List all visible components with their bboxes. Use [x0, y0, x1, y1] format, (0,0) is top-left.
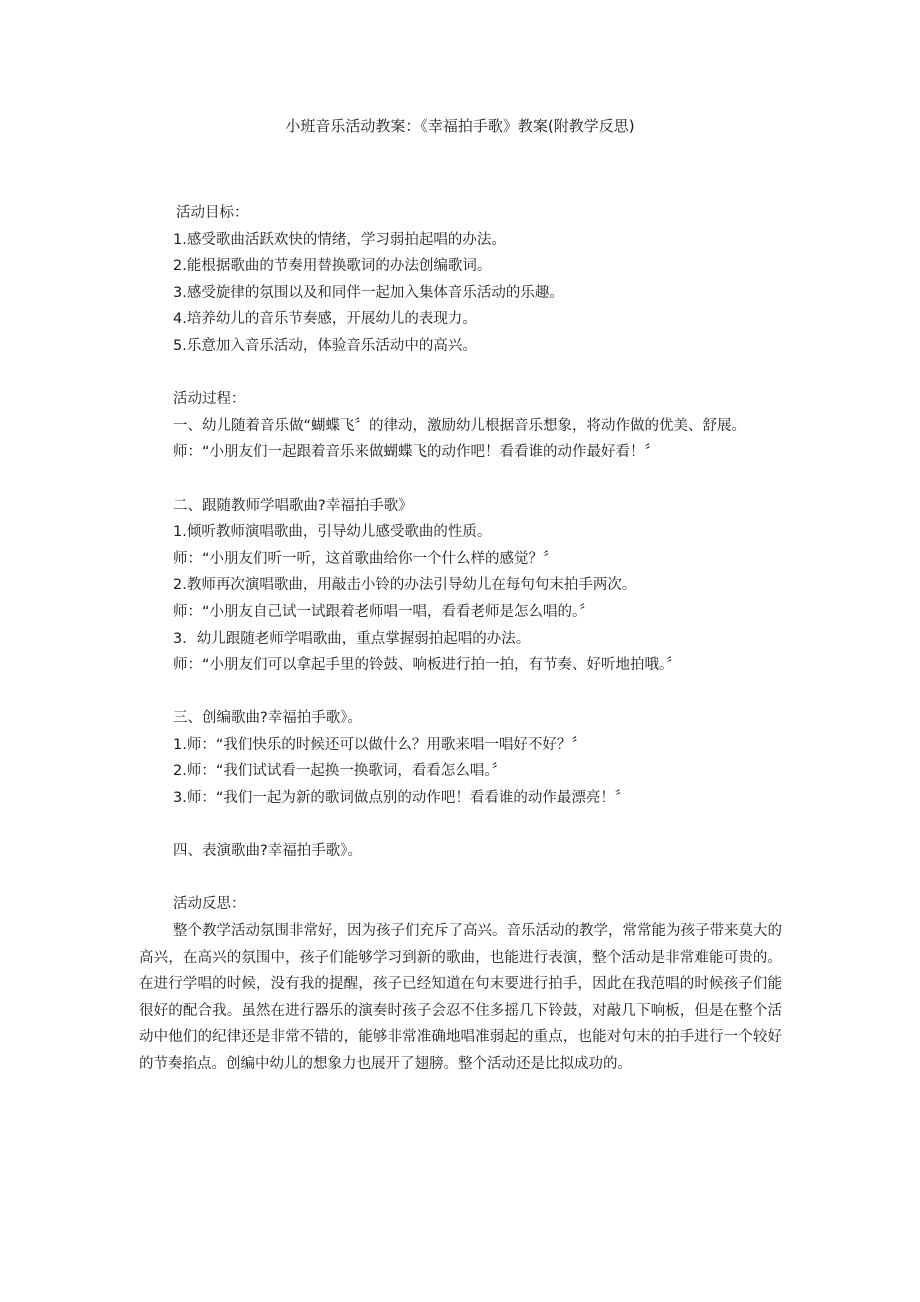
section2-line: 师：“小朋友自己试一试跟着老师唱一唱，看看老师是怎么唱的。〞 [173, 603, 594, 620]
section2-line: 2.教师再次演唱歌曲，用敲击小铃的办法引导幼儿在每句句末拍手两次。 [173, 577, 637, 594]
document-title: 小班音乐活动教案：《幸福拍手歌》教案(附教学反思) [285, 117, 635, 135]
section3-line: 2.师：“我们试试看一起换一换歌词，看看怎么唱。〞 [173, 763, 507, 780]
section1-teacher: 师：“小朋友们一起跟着音乐来做蝴蝶飞的动作吧！看看谁的动作最好看！〞 [173, 444, 660, 461]
section3-line: 1.师：“我们快乐的时候还可以做什么？用歌来唱一唱好不好？〞 [173, 736, 586, 753]
goal-item: 5.乐意加入音乐活动，体验音乐活动中的高兴。 [173, 337, 477, 354]
reflection-text: 整个教学活动氛围非常好，因为孩子们充斥了高兴。音乐活动的教学，常常能为孩子带来莫大的高兴，在高兴的氛围中，孩子们能够学习到新的歌曲，也能进行表演，整个活动是非常难能可贵的。在进行学唱的时候，没有我的提醒，孩子已经知道在句末要进行拍手，因此在我范唱的时候孩子们能很好的配合我。虽然在进行器乐的演奏时孩子会忍不住多摇几下铃鼓，对敲几下响板，但是在整个活动中他们的纪律还是非常不错的，能够非常准确地唱准弱起的重点，也能对句末的拍手进行一个较好的节奏掐点。创编中幼儿的想象力也展开了翅膀。整个活动还是比拟成功的。 [139, 923, 782, 1072]
process-heading: 活动过程： [173, 391, 246, 408]
section2-line: 师：“小朋友们可以拿起手里的铃鼓、响板进行拍一拍，有节奏、好听地拍哦。〞 [173, 657, 681, 674]
section2-line: 师：“小朋友们听一听，这首歌曲给你一个什么样的感觉？〞 [173, 550, 558, 567]
section1-text: 一、幼儿随着音乐做“蝴蝶飞〞的律动，激励幼儿根据音乐想象，将动作做的优美、舒展。 [173, 417, 747, 434]
section2-heading: 二、跟随教师学唱歌曲?幸福拍手歌》 [173, 497, 413, 514]
section3-heading: 三、创编歌曲?幸福拍手歌》。 [173, 710, 362, 727]
section2-line: 1.倾听教师演唱歌曲，引导幼儿感受歌曲的性质。 [173, 524, 492, 541]
goal-item: 4.培养幼儿的音乐节奏感，开展幼儿的表现力。 [173, 311, 477, 328]
section2-line: 3．幼儿跟随老师学唱歌曲，重点掌握弱拍起唱的办法。 [173, 630, 531, 647]
reflection-heading: 活动反思： [173, 896, 246, 913]
goal-item: 3.感受旋律的氛围以及和同伴一起加入集体音乐活动的乐趣。 [173, 284, 564, 301]
goal-item: 2.能根据歌曲的节奏用替换歌词的办法创编歌词。 [173, 258, 492, 275]
section4-heading: 四、表演歌曲?幸福拍手歌》。 [173, 843, 362, 860]
goal-item: 1.感受歌曲活跃欢快的情绪，学习弱拍起唱的办法。 [173, 231, 506, 248]
document-body [139, 200, 782, 1078]
section3-line: 3.师：“我们一起为新的歌词做点别的动作吧！看看谁的动作最漂亮！〞 [173, 790, 630, 807]
goals-heading: 活动目标： [176, 205, 249, 221]
